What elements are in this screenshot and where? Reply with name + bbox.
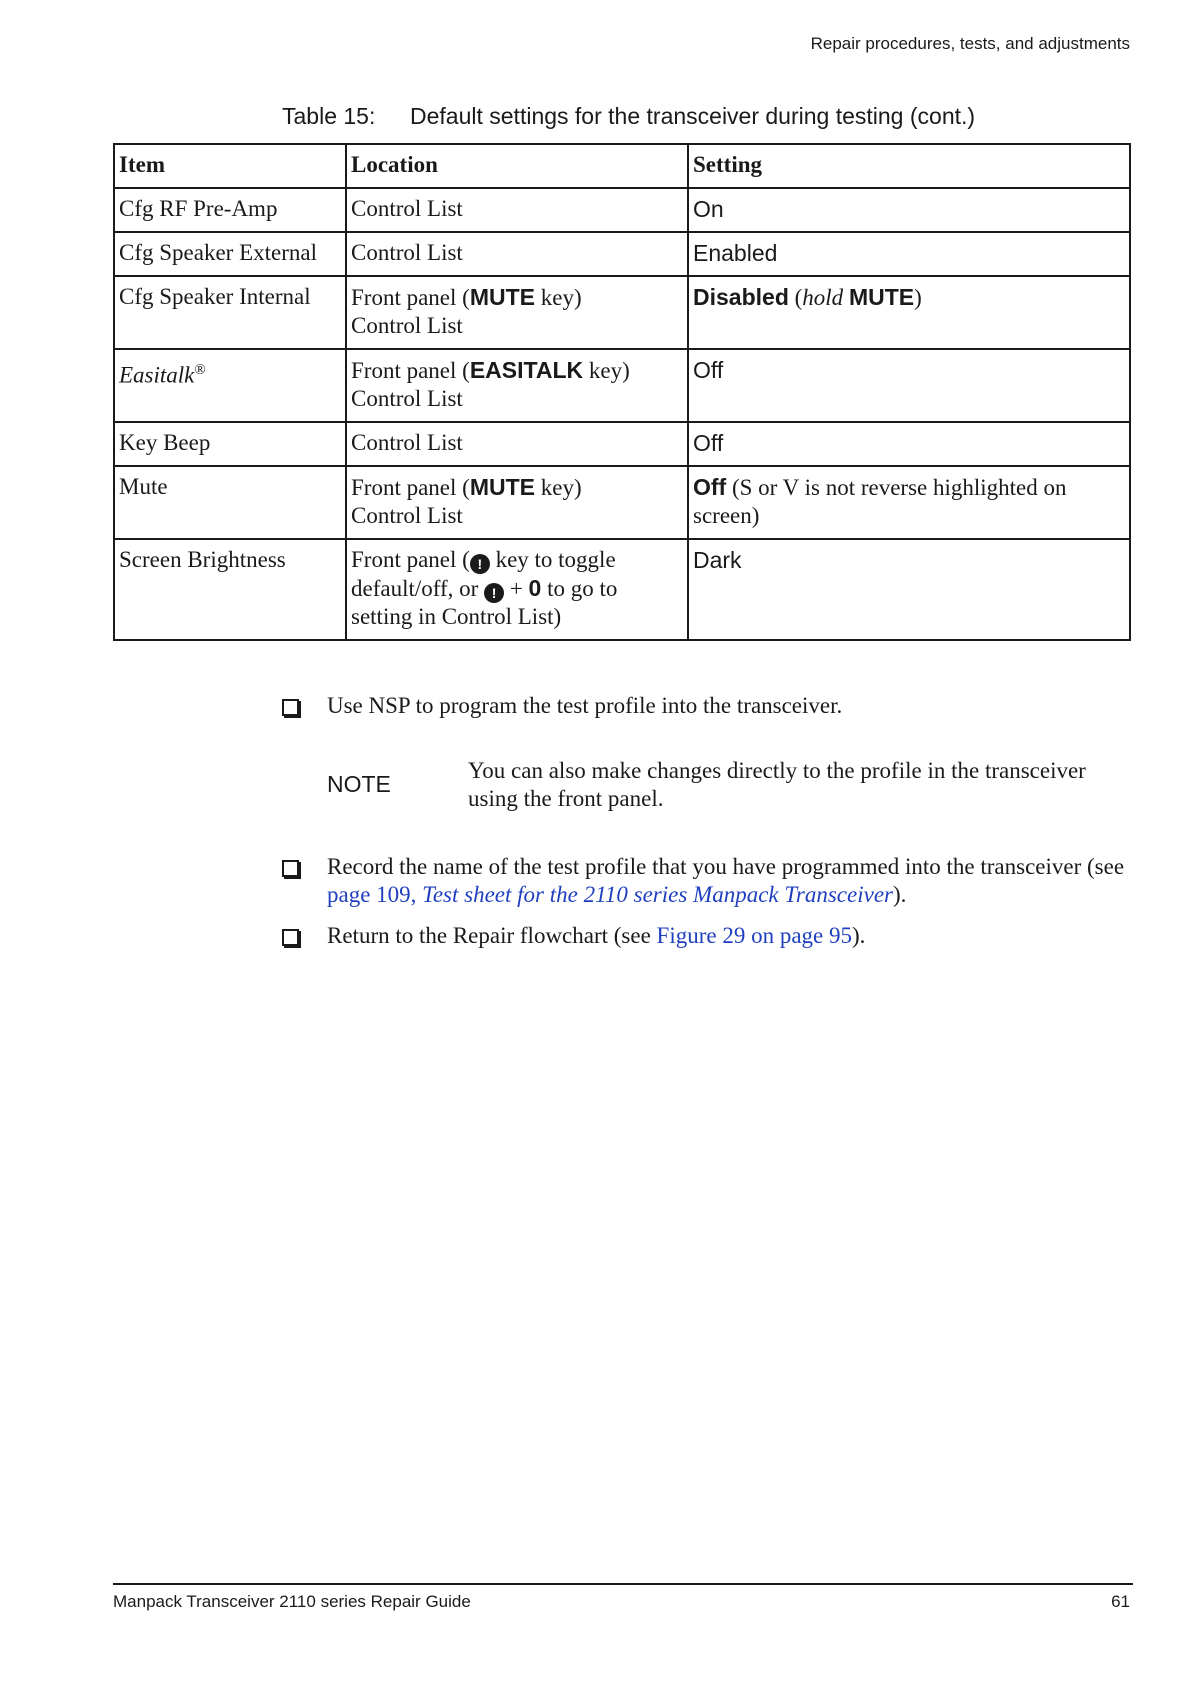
step-text: Use NSP to program the test profile into the transceiver.	[327, 693, 843, 718]
mute-key-label: MUTE	[469, 284, 535, 310]
cell-item: Cfg RF Pre-Amp	[114, 188, 346, 232]
cell-item: Cfg Speaker External	[114, 232, 346, 276]
location-text: +	[504, 576, 529, 601]
step-return-flowchart	[282, 922, 1132, 950]
test-sheet-link[interactable]: Test sheet for the 2110 series Manpack Transceiver	[422, 882, 893, 907]
page-109-link[interactable]: page 109,	[327, 882, 423, 907]
note-label: NOTE	[327, 771, 391, 797]
header-item: Item	[114, 144, 346, 188]
setting-text: (S or V is not reverse highlighted on screen)	[693, 475, 1067, 528]
setting-value: Off	[693, 474, 727, 500]
location-text: Control List	[351, 313, 463, 338]
cell-location	[346, 349, 688, 422]
mute-key-label: MUTE	[848, 284, 915, 310]
mute-key-label: MUTE	[469, 474, 535, 500]
cell-item: Mute	[114, 466, 346, 539]
location-text: key)	[534, 285, 582, 310]
table-row	[114, 539, 1130, 640]
header-location: Location	[346, 144, 688, 188]
step-record-profile	[282, 853, 1132, 909]
checkbox-icon	[282, 699, 299, 716]
table-row	[114, 232, 1130, 276]
cell-item: Cfg Speaker Internal	[114, 276, 346, 349]
default-settings-table	[113, 143, 1131, 641]
location-text: to go to setting in Control List)	[351, 576, 618, 629]
footer-divider	[113, 1583, 1133, 1585]
table-caption-number: Table 15:	[282, 103, 376, 129]
cell-location	[346, 466, 688, 539]
location-text: Front panel (	[351, 285, 470, 310]
location-text: Front panel (	[351, 547, 470, 572]
step-text	[327, 853, 1132, 909]
step-text-part: ).	[892, 882, 907, 907]
cell-setting	[688, 466, 1130, 539]
item-text: Easitalk	[119, 362, 195, 388]
checkbox-icon	[282, 929, 299, 946]
setting-text: )	[914, 285, 922, 310]
note-text: You can also make changes directly to the profile in the transceiver using the front panel.	[468, 758, 1086, 811]
cell-location	[346, 276, 688, 349]
cell-item: Screen Brightness	[114, 539, 346, 640]
cell-item	[114, 349, 346, 422]
location-text: key to toggle default/off, or	[351, 547, 616, 601]
cell-location: Control List	[346, 422, 688, 466]
table-caption-title: Default settings for the transceiver during testing (cont.)	[410, 103, 976, 129]
cell-setting: Dark	[688, 539, 1130, 640]
zero-key-label: 0	[528, 575, 542, 601]
step-program-profile	[282, 692, 1132, 720]
cell-setting: Off	[688, 349, 1130, 422]
setting-value: Disabled	[693, 284, 789, 310]
location-text: key)	[583, 358, 630, 383]
location-text: Front panel (	[351, 475, 470, 500]
table-row	[114, 422, 1130, 466]
table-header-row	[114, 144, 1130, 188]
header-setting: Setting	[688, 144, 1130, 188]
cell-item: Key Beep	[114, 422, 346, 466]
cell-setting: Enabled	[688, 232, 1130, 276]
step-text-part: ).	[852, 923, 866, 948]
cell-location: Control List	[346, 232, 688, 276]
power-key-icon: !	[470, 554, 490, 574]
power-key-icon: !	[484, 583, 504, 603]
figure-29-link[interactable]: Figure 29 on page 95	[656, 923, 853, 948]
location-text: Control List	[351, 503, 463, 528]
cell-location	[346, 539, 688, 640]
table-row	[114, 276, 1130, 349]
running-head: Repair procedures, tests, and adjustments	[810, 34, 1130, 53]
cell-location: Control List	[346, 188, 688, 232]
cell-setting: On	[688, 188, 1130, 232]
table-caption	[282, 103, 975, 130]
cell-setting: Off	[688, 422, 1130, 466]
location-text: key)	[534, 475, 582, 500]
location-text: Control List	[351, 386, 463, 411]
registered-mark: ®	[194, 362, 206, 378]
easitalk-key-label: EASITALK	[469, 357, 584, 383]
table-row	[114, 466, 1130, 539]
step-text-part: Record the name of the test profile that you have programmed into the transceiver (see	[327, 854, 1125, 879]
cell-setting	[688, 276, 1130, 349]
location-text: Front panel (	[351, 358, 470, 383]
footer-title: Manpack Transceiver 2110 series Repair Guide	[113, 1592, 471, 1611]
table-row	[114, 349, 1130, 422]
page-number: 61	[1111, 1592, 1130, 1611]
step-text-part: Return to the Repair flowchart (see	[327, 923, 657, 948]
setting-text: (	[788, 285, 803, 310]
setting-text: hold	[802, 285, 844, 310]
table-row	[114, 188, 1130, 232]
checkbox-icon	[282, 860, 299, 877]
step-text	[327, 922, 1132, 950]
